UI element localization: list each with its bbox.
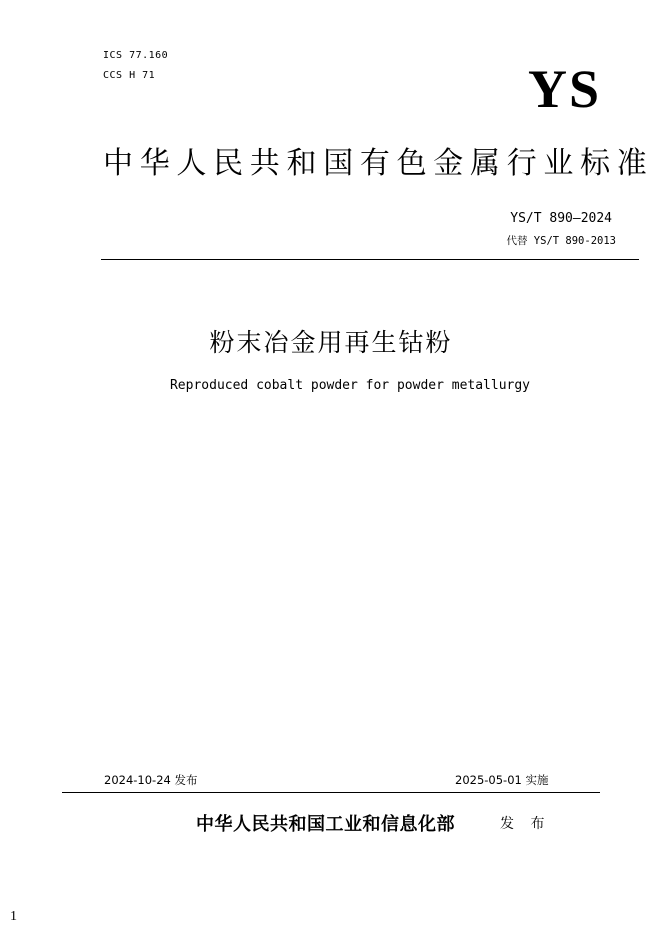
ics-code: ICS 77.160 (103, 50, 169, 61)
implementation-date: 2025-05-01 实施 (455, 773, 549, 787)
header-divider (101, 259, 639, 260)
issue-date: 2024-10-24 发布 (104, 773, 198, 787)
document-title-en: Reproduced cobalt powder for powder metallurgy (169, 378, 531, 393)
issuing-authority: 中华人民共和国工业和信息化部 (196, 814, 455, 835)
footer-divider (62, 792, 600, 793)
replaces-standard: 代替 YS/T 890-2013 (506, 235, 616, 247)
standard-number: YS/T 890—2024 (510, 211, 612, 226)
document-title-cn: 粉末冶金用再生钴粉 (209, 328, 453, 357)
standard-body-title: 中华人民共和国有色金属行业标准 (103, 146, 654, 181)
page-number: 1 (10, 909, 17, 924)
issuing-label: 发 布 (500, 816, 551, 832)
ccs-code: CCS H 71 (103, 70, 156, 81)
ys-logo: YS (528, 59, 602, 119)
